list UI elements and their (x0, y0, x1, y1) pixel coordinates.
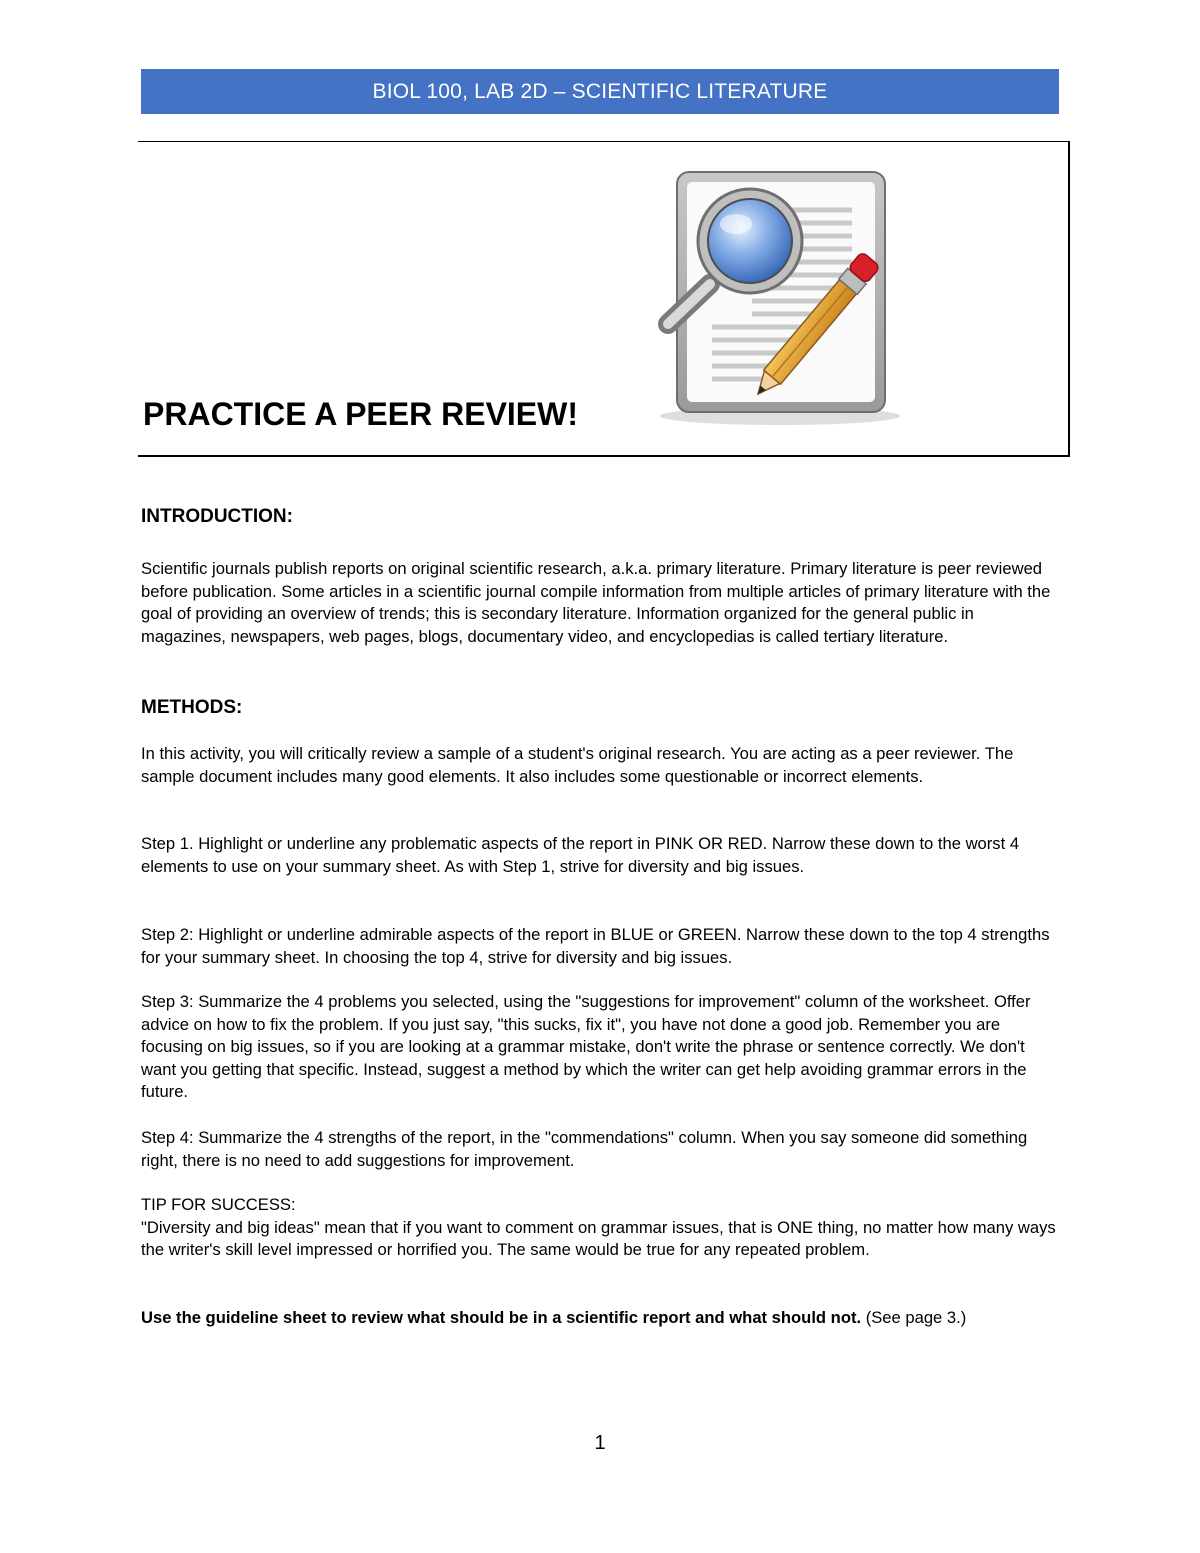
step-3-paragraph: Step 3: Summarize the 4 problems you selected, using the "suggestions for improvement" column of the worksheet. Offer advice on how to fix the problem. If you just say, "this sucks, fix it", you have not done a good job. Remember you are focusing on big issues, so if you are looking at a grammar mistake, don't write the phrase or sentence correctly. We don't want you getting that specific. Instead, suggest a method by which the writer can get help avoiding grammar errors in the future. (141, 992, 1031, 1102)
guideline-reference: (See page 3.) (861, 1308, 967, 1327)
guideline-bold-text: Use the guideline sheet to review what should be in a scientific report and what should not. (141, 1308, 862, 1327)
introduction-heading: INTRODUCTION: (141, 506, 293, 527)
header-bar (141, 69, 1059, 114)
tip-block (141, 1194, 1061, 1262)
methods-intro-paragraph: In this activity, you will critically review a sample of a student's original research. You are acting as a peer reviewer. The sample document includes many good elements. It also includes some questionable or incorrect elements. (141, 744, 1014, 786)
course-title: BIOL 100, LAB 2D – SCIENTIFIC LITERATURE (372, 79, 828, 103)
tip-heading: TIP FOR SUCCESS: (141, 1195, 296, 1214)
step-4-paragraph: Step 4: Summarize the 4 strengths of the report, in the "commendations" column. When you say someone did something right, there is no need to add suggestions for improvement. (141, 1128, 1028, 1170)
step-1-paragraph: Step 1. Highlight or underline any problematic aspects of the report in PINK OR RED. Narrow these down to the worst 4 elements to use on your summary sheet. As with Step 1, strive for diversity and big issues. (141, 834, 1020, 876)
step-2-paragraph: Step 2: Highlight or underline admirable aspects of the report in BLUE or GREEN. Narrow these down to the top 4 strengths for your summary sheet. In choosing the top 4, strive for diversity and big issues. (141, 925, 1050, 967)
page-number: 1 (594, 1432, 606, 1454)
introduction-paragraph: Scientific journals publish reports on original scientific research, a.k.a. primary literature. Primary literature is peer reviewed before publication. Some articles in a scientific journal compile information from multiple articles of primary literature with the goal of providing an overview of trends; this is secondary literature. Information organized for the general public in magazines, newspapers, web pages, blogs, documentary video, and encyclopedias is called tertiary literature. (141, 559, 1051, 646)
page-title: PRACTICE A PEER REVIEW! (143, 396, 578, 432)
methods-heading: METHODS: (141, 697, 243, 718)
tip-body: "Diversity and big ideas" mean that if you want to comment on grammar issues, that is ONE thing, no matter how many ways the writer's skill level impressed or horrified you. The same would be true for any repeated problem. (141, 1217, 1056, 1260)
document-magnifier-pencil-icon (640, 166, 912, 428)
guideline-note (141, 1307, 1061, 1330)
